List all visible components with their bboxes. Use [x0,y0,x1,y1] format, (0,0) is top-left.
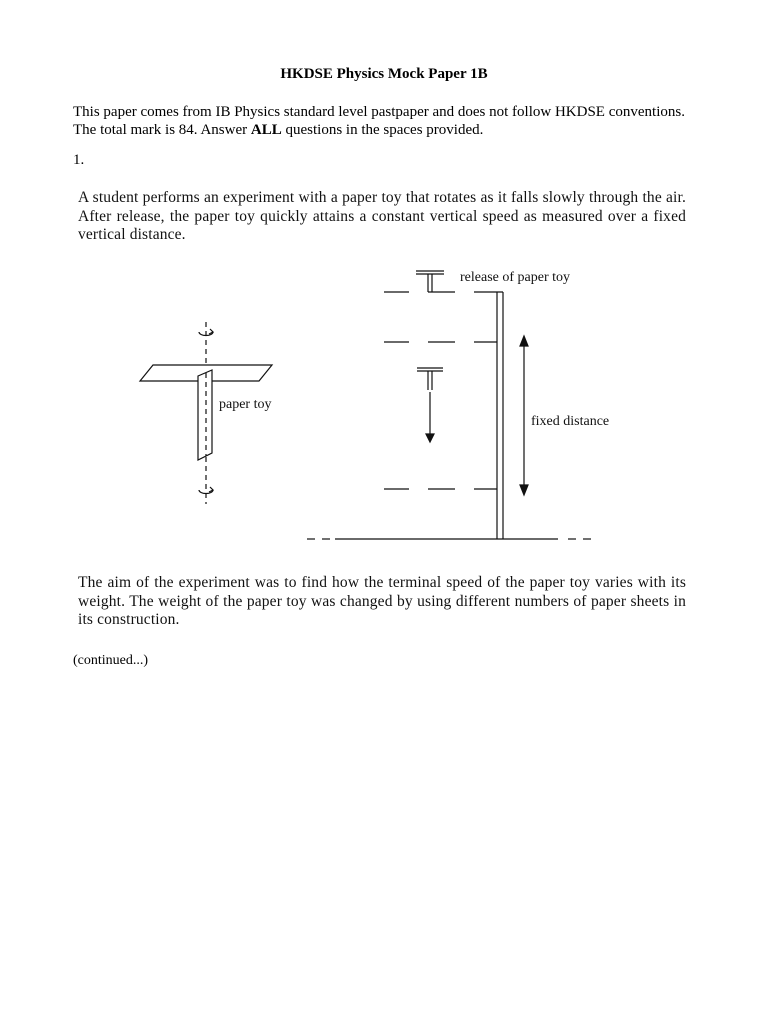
intro-emphasis: ALL [250,122,282,138]
question-number: 1. [73,152,85,168]
toy-at-release-icon [416,271,444,292]
down-arrow-icon [426,434,434,442]
apparatus [307,271,591,539]
fixed-distance-arrow-icon [520,336,528,495]
page-title: HKDSE Physics Mock Paper 1B [280,66,488,82]
falling-toy-icon [417,368,443,436]
label-release: release of paper toy [460,270,570,285]
label-paper-toy: paper toy [219,397,272,412]
question-paragraph-2: The aim of the experiment was to find how the terminal speed of the paper toy varies with its weight. The weight of the paper toy was changed by using different numbers of paper sheets in its construction. [78,574,686,628]
paper-toy-figure [140,322,272,504]
question-paragraph-1: A student performs an experiment with a paper toy that rotates as it falls slowly through the air. After release, the paper toy quickly attains a constant vertical speed as measured over a fixed vertical distance. [78,189,686,243]
intro-text-end: questions in the spaces provided. [281,122,484,138]
continued-note: (continued...) [73,653,149,668]
intro-text-start: This paper comes from IB Physics standard level pastpaper and does not follow HKDSE conventions. The total mark is 84. Answer [73,104,685,138]
label-fixed-distance: fixed distance [531,414,610,429]
paper-toy-stem [198,370,212,460]
